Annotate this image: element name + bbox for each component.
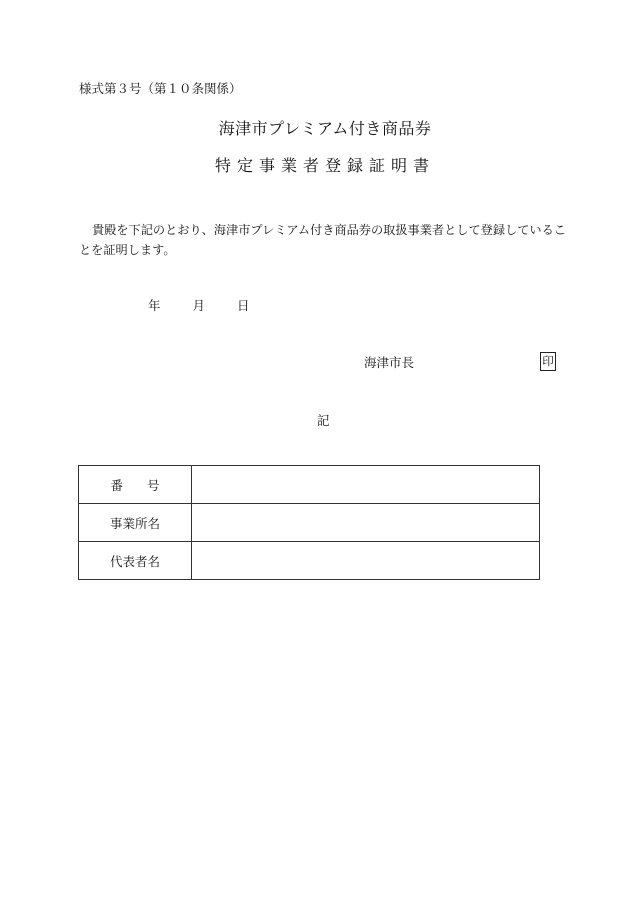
row-value-number [192, 466, 540, 504]
registration-info-table [78, 465, 540, 580]
certification-text: 貴殿を下記のとおり、海津市プレミアム付き商品券の取扱事業者として登録していることを証明します。 [79, 223, 566, 257]
seal-mark: 印 [540, 352, 556, 371]
date-day-label: 日 [237, 298, 250, 313]
row-label-representative: 代表者名 [79, 542, 192, 580]
date-year-label: 年 [148, 298, 161, 313]
document-title-line2: 特定事業者登録証明書 [214, 156, 435, 175]
issuer-name: 海津市長 [364, 355, 415, 370]
row-value-representative [192, 542, 540, 580]
row-label-number: 番号 [79, 466, 192, 504]
row-label-business-name: 事業所名 [79, 504, 192, 542]
table-row [79, 466, 540, 504]
date-line [148, 296, 250, 314]
form-number-label: 様式第３号（第１０条関係） [79, 81, 242, 96]
table-row [79, 542, 540, 580]
ki-heading: 記 [317, 413, 330, 428]
date-month-label: 月 [192, 298, 206, 313]
document-title-line1: 海津市プレミアム付き商品券 [218, 119, 432, 138]
table-row [79, 504, 540, 542]
row-value-business-name [192, 504, 540, 542]
